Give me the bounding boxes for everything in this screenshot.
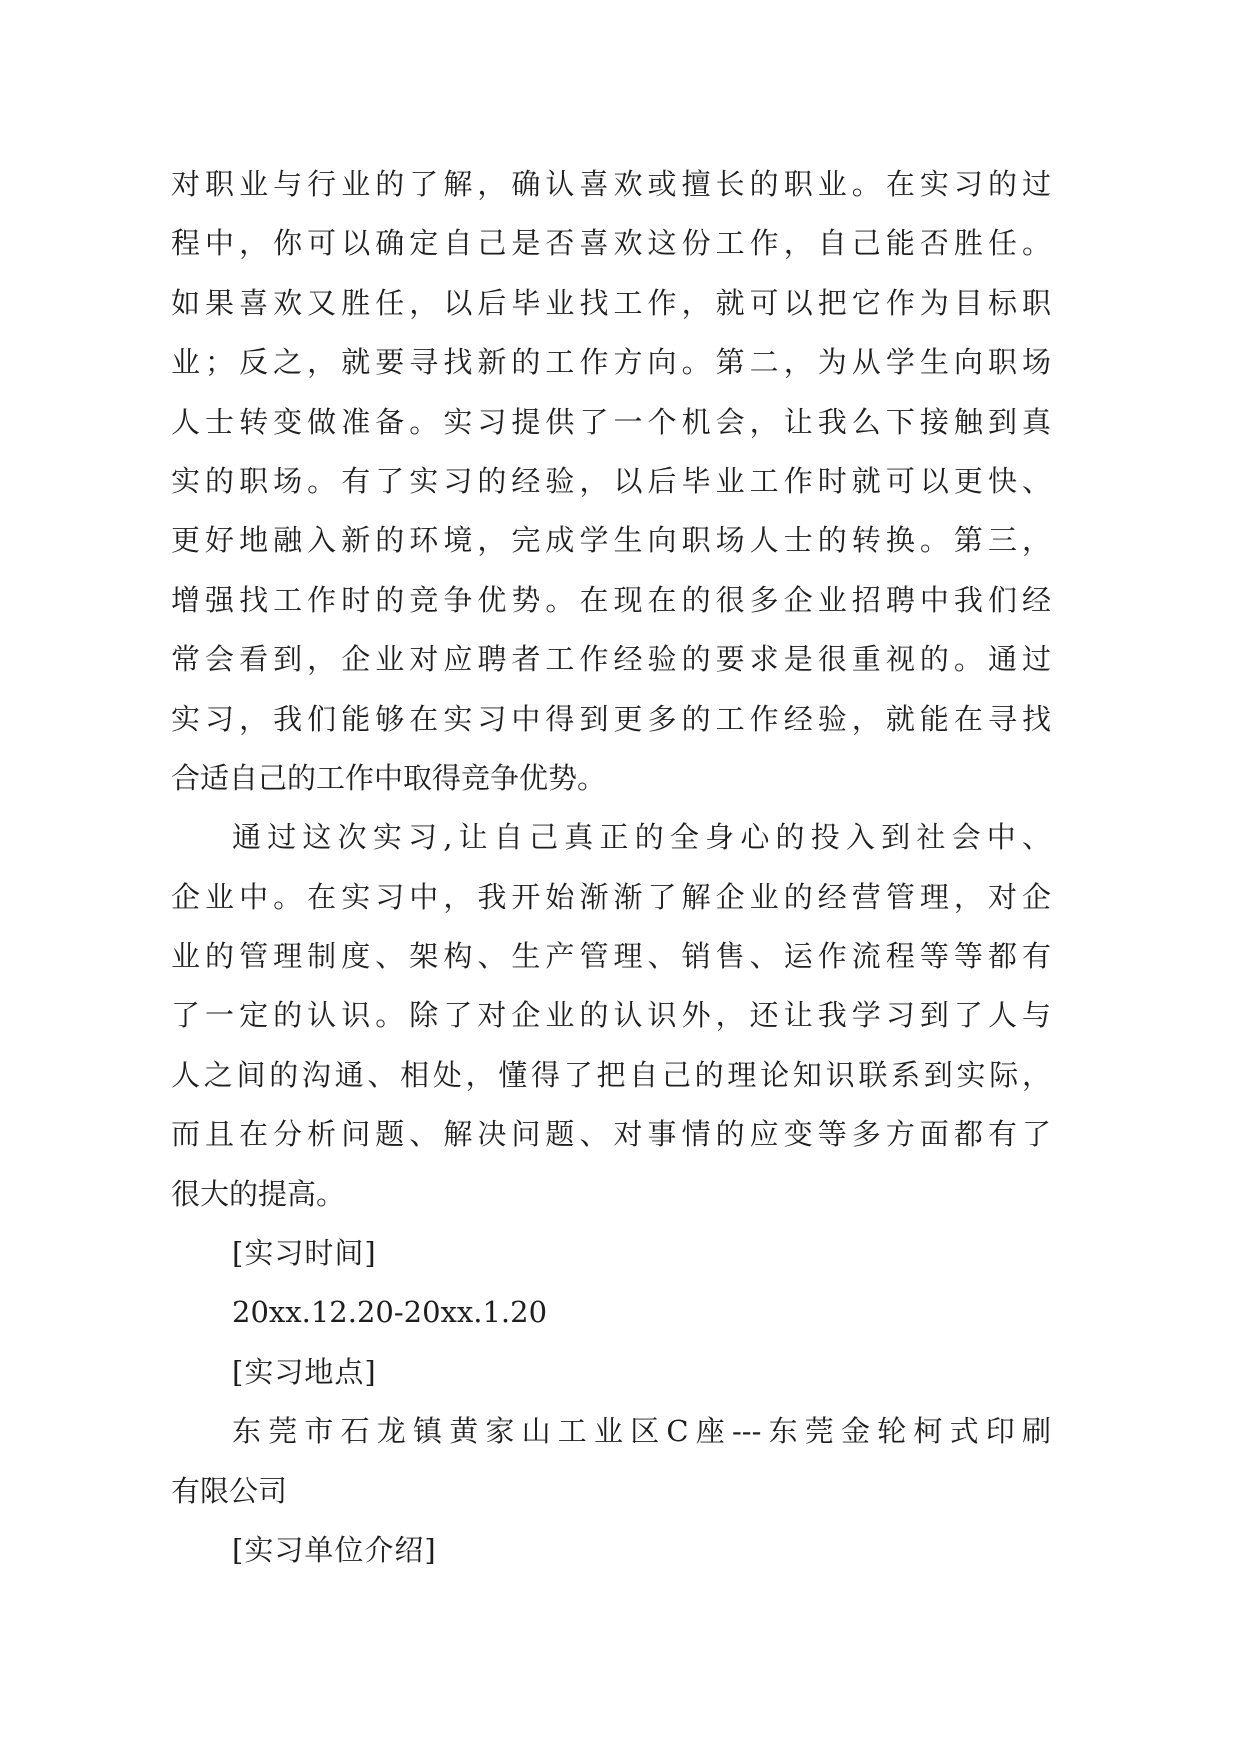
text-line: 通过这次实习,让自己真正的全身心的投入到社会中、 <box>232 820 1051 855</box>
text-line: 合适自己的工作中取得竞争优势。 <box>171 760 607 795</box>
internship-time-section <box>171 1224 1051 1343</box>
text-line: 如果喜欢又胜任，以后毕业找工作，就可以把它作为目标职 <box>171 285 1051 320</box>
text-line: 企业中。在实习中，我开始渐渐了解企业的经营管理，对企 <box>171 879 1051 914</box>
text-line: 程中，你可以确定自己是否喜欢这份工作，自己能否胜任。 <box>171 226 1051 261</box>
text-line: 常会看到，企业对应聘者工作经验的要求是很重视的。通过 <box>171 642 1051 677</box>
text-line: 人士转变做准备。实习提供了一个机会，让我么下接触到真 <box>171 404 1051 439</box>
text-line: 实习，我们能够在实习中得到更多的工作经验，就能在寻找 <box>171 701 1051 736</box>
section-heading: [实习地点] <box>232 1354 377 1389</box>
paragraph-1 <box>171 155 1051 808</box>
paragraph-2 <box>171 808 1051 1224</box>
text-line: 很大的提高。 <box>171 1176 346 1211</box>
text-line: 而且在分析问题、解决问题、对事情的应变等多方面都有了 <box>171 1117 1051 1152</box>
section-heading: [实习单位介绍] <box>232 1532 437 1567</box>
company-intro-section <box>171 1521 1051 1580</box>
text-line: 人之间的沟通、相处，懂得了把自己的理论知识联系到实际， <box>171 1057 1051 1092</box>
text-line: 业；反之，就要寻找新的工作方向。第二，为从学生向职场 <box>171 345 1051 380</box>
text-line: 增强找工作时的竞争优势。在现在的很多企业招聘中我们经 <box>171 582 1051 617</box>
text-line: 更好地融入新的环境，完成学生向职场人士的转换。第三， <box>171 523 1051 558</box>
section-heading: [实习时间] <box>232 1236 377 1271</box>
internship-location-section <box>171 1343 1051 1521</box>
text-line: 了一定的认识。除了对企业的认识外，还让我学习到了人与 <box>171 998 1051 1033</box>
text-line: 对职业与行业的了解，确认喜欢或擅长的职业。在实习的过 <box>171 167 1051 201</box>
text-line: 实的职场。有了实习的经验，以后毕业工作时就可以更快、 <box>171 463 1051 498</box>
internship-time-value: 20xx.12.20-20xx.1.20 <box>232 1295 548 1330</box>
internship-location-value: 东莞市石龙镇黄家山工业区C座---东莞金轮柯式印刷 <box>232 1414 1051 1449</box>
text-line: 业的管理制度、架构、生产管理、销售、运作流程等等都有 <box>171 939 1051 974</box>
internship-location-value: 有限公司 <box>171 1473 288 1508</box>
document-body <box>171 155 1051 1580</box>
